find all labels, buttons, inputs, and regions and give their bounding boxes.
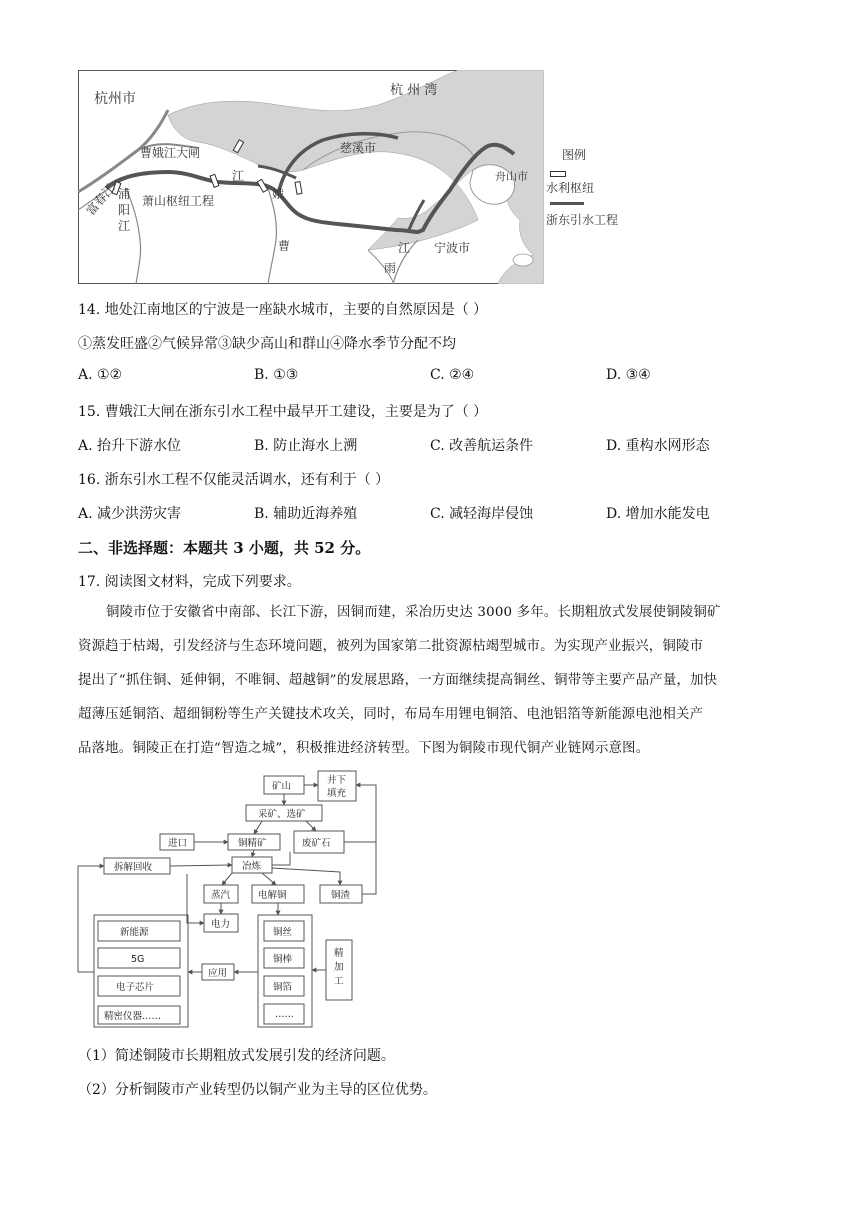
question-17-intro: 17. 阅读图文材料，完成下列要求。 [78, 574, 301, 590]
svg-text:填充: 填充 [327, 788, 347, 799]
svg-text:应用: 应用 [208, 968, 228, 979]
label-ningbo: 宁波市 [434, 241, 471, 255]
fc-wire-node [264, 921, 304, 941]
fc-finishing-char-3: 工 [334, 976, 344, 987]
fc-concentrate-node [228, 834, 280, 850]
fc-new-energy-node [98, 921, 180, 941]
label-puyang-river: 浦阳江 [118, 187, 131, 233]
legend-hub-icon [550, 171, 566, 177]
fc-application-node [202, 964, 234, 980]
legend-project-label: 浙东引水工程 [546, 213, 619, 227]
svg-text:电解铜: 电解铜 [258, 890, 287, 901]
label-jiang: 江 [232, 169, 245, 183]
q14-option-c[interactable]: C. ②④ [430, 367, 475, 383]
fc-5g-node [98, 948, 180, 968]
label-yu: 雨 [384, 261, 397, 275]
q16-option-b[interactable]: B. 辅助近海养殖 [254, 506, 358, 522]
svg-text:蒸汽: 蒸汽 [211, 890, 231, 901]
svg-text:铜渣: 铜渣 [331, 890, 351, 901]
label-xiaoshan-hub: 萧山枢纽工程 [142, 194, 215, 208]
legend-title: 图例 [562, 148, 587, 162]
material-line-4: 超薄压延铜箔、超细铜粉等生产关键技术攻关，同时，布局车用锂电铜箔、电池铝箔等新能源电池相关产 [78, 707, 704, 722]
question-14-stem: 14. 地处江南地区的宁波是一座缺水城市，主要的自然原因是（ ） [78, 302, 488, 318]
fc-recycle-node [104, 858, 170, 874]
fc-waste-ore-node [294, 831, 344, 853]
svg-text:进口: 进口 [168, 838, 188, 849]
label-cixi: 慈溪市 [340, 141, 377, 155]
svg-text:铜棒: 铜棒 [273, 954, 293, 965]
svg-text:铜精矿: 铜精矿 [238, 838, 267, 849]
section-2-title: 二、非选择题：本题共 3 小题，共 52 分。 [78, 539, 371, 557]
legend-hub-label: 水利枢纽 [546, 181, 595, 195]
label-hangzhou-city: 杭州市 [94, 91, 136, 107]
label-e: 娥 [272, 187, 285, 201]
q15-option-c[interactable]: C. 改善航运条件 [430, 438, 534, 454]
fc-finishing-char-1: 精 [334, 948, 344, 959]
q14-option-d[interactable]: D. ③④ [606, 367, 651, 383]
label-hangzhou-bay: 杭 州 湾 [390, 83, 438, 98]
fc-precision-node [98, 1006, 180, 1024]
material-line-2: 资源趋于枯竭，引发经济与生态环境问题，被列为国家第二批资源枯竭型城市。为实现产业振兴，铜陵市 [78, 639, 704, 654]
material-line-1: 铜陵市位于安徽省中南部、长江下游，因铜而建，采冶历史达 3000 多年。长期粗放式发展使铜陵铜矿 [106, 605, 721, 620]
fc-finishing-node [326, 940, 352, 1000]
fc-mine-node [264, 776, 304, 794]
question-16-stem: 16. 浙东引水工程不仅能灵活调水，还有利于（ ） [78, 472, 390, 488]
svg-text:……: …… [275, 1009, 294, 1020]
svg-text:废矿石: 废矿石 [302, 838, 331, 849]
legend-project-icon [550, 202, 584, 205]
q16-option-d[interactable]: D. 增加水能发电 [606, 506, 710, 522]
question-15-stem: 15. 曹娥江大闸在浙东引水工程中最早开工建设，主要是为了（ ） [78, 404, 488, 420]
fc-import-node [160, 834, 194, 850]
label-caoe-gate: 曹娥江大闸 [140, 146, 201, 160]
svg-text:电力: 电力 [211, 919, 231, 930]
material-line-3: 提出了“抓住铜、延伸铜，不唯铜、超越铜”的发展思路，一方面继续提高铜丝、铜带等主要产品产量，加快 [78, 673, 718, 688]
q16-option-c[interactable]: C. 减轻海岸侵蚀 [430, 506, 534, 522]
label-yong-jiang: 江 [398, 241, 411, 255]
question-17-part-2: （2）分析铜陵市产业转型仍以铜产业为主导的区位优势。 [78, 1082, 437, 1098]
svg-text:新能源: 新能源 [120, 927, 149, 938]
water-project-map [78, 70, 544, 284]
fc-steam-node [204, 885, 238, 903]
svg-text:铜箔: 铜箔 [273, 982, 293, 993]
fc-etc-node [264, 1004, 304, 1024]
question-17-part-1: （1）简述铜陵市长期粗放式发展引发的经济问题。 [78, 1048, 395, 1064]
svg-text:5G: 5G [131, 954, 145, 965]
fc-smelting-node [232, 857, 272, 873]
fc-mining-node [246, 805, 322, 821]
svg-text:电子芯片: 电子芯片 [116, 982, 155, 993]
svg-text:采矿、选矿: 采矿、选矿 [258, 809, 306, 820]
copper-industry-chain-diagram [72, 768, 392, 1030]
q15-option-a[interactable]: A. 抬升下游水位 [78, 438, 182, 454]
q14-option-b[interactable]: B. ①③ [254, 367, 299, 383]
fc-backfill-node [318, 771, 356, 801]
fc-electrolytic-node [252, 885, 304, 903]
fc-slag-node [320, 885, 362, 903]
fc-rod-node [264, 948, 304, 968]
svg-text:冶炼: 冶炼 [242, 861, 262, 872]
q15-option-b[interactable]: B. 防止海水上溯 [254, 438, 358, 454]
fc-power-node [204, 914, 238, 932]
svg-text:铜丝: 铜丝 [273, 927, 293, 938]
label-zhoushan: 舟山市 [495, 170, 528, 183]
svg-text:拆解回收: 拆解回收 [114, 862, 153, 873]
map-legend [546, 146, 646, 228]
svg-text:井下: 井下 [327, 775, 347, 786]
material-line-5: 品落地。铜陵正在打造“智造之城”，积极推进经济转型。下图为铜陵市现代铜产业链网示意图。 [78, 741, 650, 756]
label-fuchun: 富春江 [83, 181, 118, 218]
svg-text:矿山: 矿山 [272, 781, 292, 792]
q16-option-a[interactable]: A. 减少洪涝灾害 [78, 506, 182, 522]
label-cao: 曹 [278, 239, 291, 253]
q14-option-a[interactable]: A. ①② [78, 367, 123, 383]
fc-foil-node [264, 976, 304, 996]
fc-chips-node [98, 976, 180, 996]
question-14-statements: ①蒸发旺盛②气候异常③缺少高山和群山④降水季节分配不均 [78, 336, 456, 352]
fc-finishing-char-2: 加 [334, 962, 344, 973]
svg-text:精密仪器……: 精密仪器…… [104, 1011, 162, 1022]
q15-option-d[interactable]: D. 重构水网形态 [606, 438, 710, 454]
